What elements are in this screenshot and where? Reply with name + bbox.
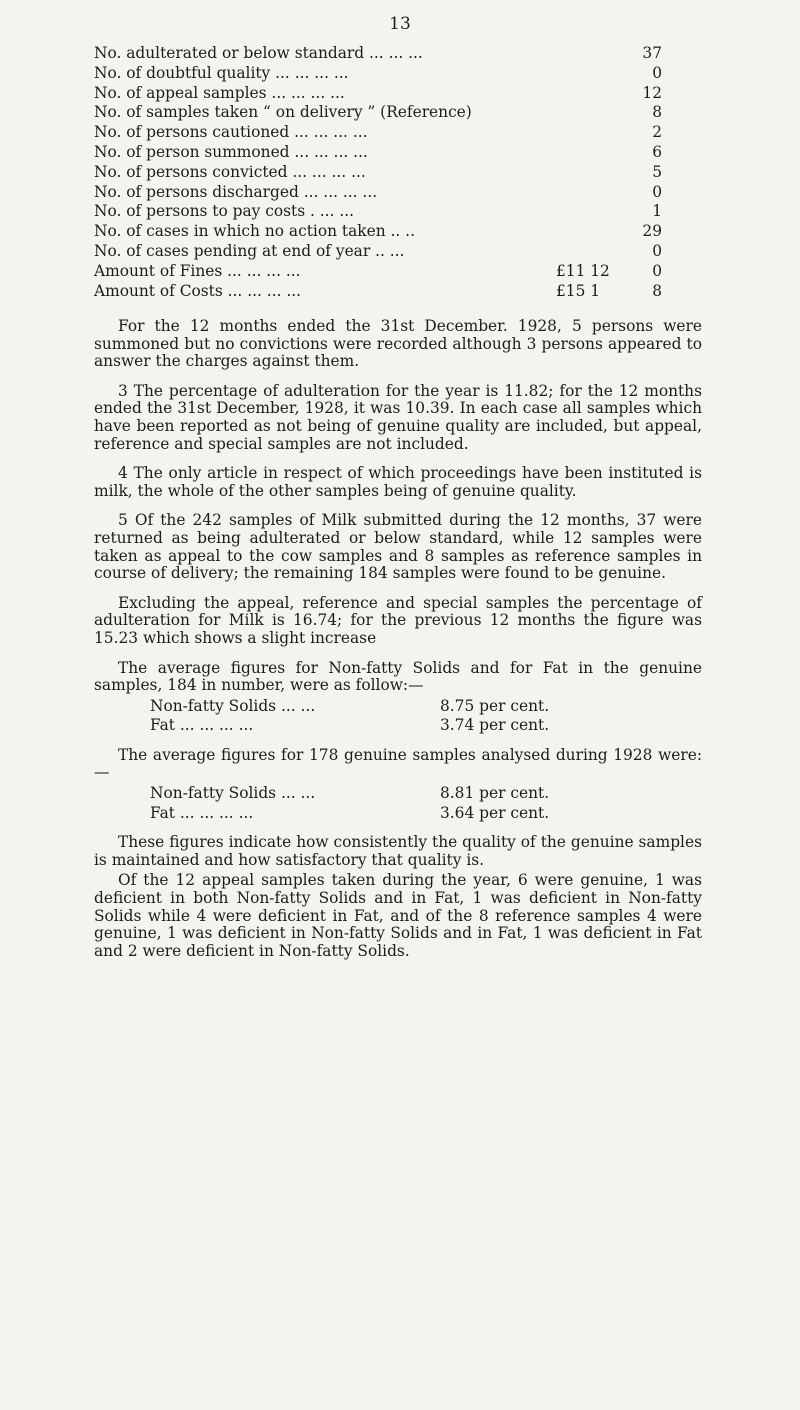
stat-label: No. of person summoned ... ... ... ... [94, 142, 368, 161]
stat-value: 0 [652, 63, 662, 82]
stat-label: No. of persons discharged ... ... ... ... [94, 182, 378, 201]
stat-label: No. of appeal samples ... ... ... ... [94, 83, 345, 102]
averages-current [94, 698, 702, 735]
stat-money: £15 1 [556, 281, 601, 300]
stat-money [556, 64, 632, 84]
stat-money [556, 143, 632, 163]
average-row [150, 698, 702, 716]
stat-row [94, 242, 662, 262]
stat-money: £11 12 [556, 261, 610, 280]
paragraph-appeal-samples: Of the 12 appeal samples taken during the year, 6 were genuine, 1 was deficient in both Non-fatty Solids and in Fat, 1 was deficient in Non-fatty Solids while 4 were deficient in Fat, and of the 8 reference samples 4 were genuine, 1 was deficient in Non-fatty Solids and in Fat, 1 was deficient in Fat and 2 were deficient in Non-fatty Solids. [94, 871, 702, 960]
average-label: Fat ... ... ... ... [150, 716, 254, 735]
stat-row [94, 262, 662, 282]
stat-row [94, 64, 662, 84]
stat-label: No. of doubtful quality ... ... ... ... [94, 63, 349, 82]
stat-money [556, 123, 632, 143]
paragraph-proceedings: 4 The only article in respect of which proceedings have been instituted is milk, the whole of the other samples being of genuine quality. [94, 464, 702, 500]
average-label: Non-fatty Solids ... ... [150, 784, 316, 803]
stat-value: 8 [652, 281, 662, 300]
stat-value: 0 [652, 261, 662, 280]
stat-value: 2 [652, 123, 662, 142]
average-label: Fat ... ... ... ... [150, 803, 254, 822]
stat-money [556, 103, 632, 123]
page-number: 13 [389, 14, 411, 34]
stat-row [94, 44, 662, 64]
report-body [94, 318, 702, 972]
stat-money [556, 202, 632, 222]
paragraph-percentage: 3 The percentage of adulteration for the year is 11.82; for the 12 months ended the 31st December, 1928, it was 10.39. In each case all samples which have been reported as not being of genuine quality are included, but appeal, reference and special samples are not included. [94, 381, 702, 453]
average-row [150, 785, 702, 803]
average-value: 8.75 per cent. [440, 696, 550, 715]
stat-row [94, 222, 662, 242]
stat-money [556, 163, 632, 183]
stat-label: Amount of Fines ... ... ... ... [94, 261, 301, 280]
stat-label: Amount of Costs ... ... ... ... [94, 281, 302, 300]
stat-label: No. of persons cautioned ... ... ... ... [94, 123, 368, 142]
stat-money [556, 242, 632, 262]
stat-row [94, 282, 662, 302]
stat-value: 0 [652, 241, 662, 260]
paragraph-milk-samples: 5 Of the 242 samples of Milk submitted during the 12 months, 37 were returned as being adulterated or below standard, while 12 samples were taken as appeal to the cow samples and 8 samples as reference samples in course of delivery; the remaining 184 samples were found to be genuine. [94, 511, 702, 583]
stat-money [556, 183, 632, 203]
stat-value: 37 [642, 44, 662, 62]
stat-value: 12 [642, 83, 662, 102]
stat-row [94, 143, 662, 163]
stat-label: No. of cases pending at end of year .. ... [94, 241, 405, 260]
average-value: 3.64 per cent. [440, 803, 550, 822]
averages-1928 [94, 785, 702, 822]
stat-money [556, 44, 632, 64]
paragraph-average-1928-intro: The average figures for 178 genuine samples analysed during 1928 were:— [94, 745, 702, 782]
stat-label: No. of persons convicted ... ... ... ... [94, 162, 366, 181]
stat-row [94, 202, 662, 222]
stat-value: 1 [652, 202, 662, 221]
average-row [150, 805, 702, 823]
stat-row [94, 123, 662, 143]
stat-row [94, 163, 662, 183]
stat-value: 5 [652, 162, 662, 181]
paragraph-average-intro: The average figures for Non-fatty Solids and for Fat in the genuine samples, 184 in number, were as follow:— [94, 658, 702, 695]
stat-value: 6 [652, 142, 662, 161]
stat-money [556, 222, 632, 242]
stat-row [94, 183, 662, 203]
stat-label: No. adulterated or below standard ... ... ... [94, 44, 423, 62]
average-label: Non-fatty Solids ... ... [150, 696, 316, 715]
stat-label: No. of samples taken “ on delivery ” (Reference) [94, 103, 472, 122]
stat-row [94, 84, 662, 104]
paragraph-summons: For the 12 months ended the 31st December. 1928, 5 persons were summoned but no convictions were recorded although 3 persons appeared to answer the charges against them. [94, 317, 702, 371]
stat-value: 0 [652, 182, 662, 201]
stat-value: 8 [652, 103, 662, 122]
stat-label: No. of persons to pay costs . ... ... [94, 202, 355, 221]
paragraph-adulteration-milk: Excluding the appeal, reference and special samples the percentage of adulteration for Milk is 16.74; for the previous 12 months the figure was 15.23 which shows a slight increase [94, 593, 702, 647]
paragraph-consistency: These figures indicate how consistently the quality of the genuine samples is maintained and how satisfactory that quality is. [94, 833, 702, 869]
stat-money [556, 84, 632, 104]
stat-value: 29 [642, 222, 662, 241]
average-value: 3.74 per cent. [440, 716, 550, 735]
average-value: 8.81 per cent. [440, 784, 550, 803]
statistics-table [94, 44, 662, 301]
average-row [150, 717, 702, 735]
stat-row [94, 103, 662, 123]
stat-label: No. of cases in which no action taken .. .. [94, 222, 415, 241]
